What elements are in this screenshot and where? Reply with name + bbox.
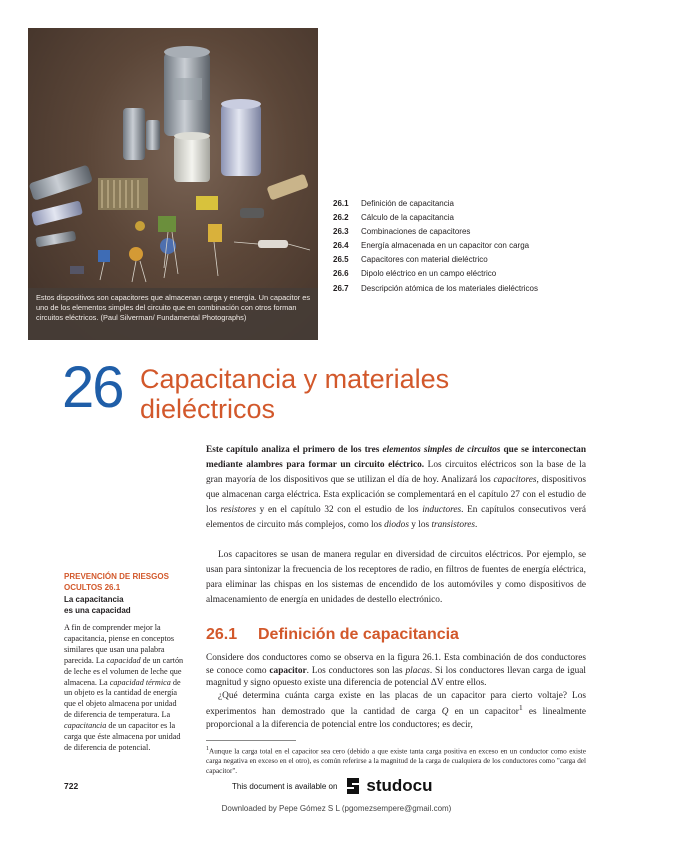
contents-item[interactable]: 26.1 Definición de capacitancia [333, 199, 454, 208]
chapter-title: Capacitancia y materiales dieléctricos [140, 364, 450, 424]
sidebar-text: A fin de comprender mejor la capacitancia, piense en conceptos similares que usan una palabra parecida. La capacidad de un cartón de leche es el volumen de leche que almacena. La capacidad térmica de un objeto es la cantidad de energía que el objeto almacena por unidad de diferencia de temperatura. La capacitancia de un capacitor es la carga que éste almacena por unidad de diferencia de potencial. [64, 623, 184, 752]
studocu-logo[interactable]: studocu [343, 776, 432, 796]
intro-paragraph: Este capítulo analiza el primero de los tres elementos simples de circuitos que se interconectan mediante alambres para formar un circuito eléctrico. Los circuitos eléctricos son la base de la gran mayoría de los dispositivos que se utilizan el día de hoy. Analizará los capacitores, dispositivos que almacenan carga eléctrica. Esta explicación se complementará en el capítulo 27 con el estudio de los resistores y en el capítulo 32 con el estudio de los inductores. En capítulos consecutivos verá elementos de circuito más complejos, como los diodos y los transistores. [206, 445, 587, 530]
sidebar-subheading: La capacitancia es una capacidad [64, 595, 131, 615]
contents-item[interactable]: 26.4 Energía almacenada en un capacitor con carga [333, 241, 530, 251]
chapter-number: 26 [62, 355, 123, 420]
studocu-banner[interactable] [232, 776, 433, 796]
chapter-photo [28, 28, 318, 340]
sidebar-heading: PREVENCIÓN DE RIESGOS OCULTOS 26.1 [64, 572, 169, 592]
contents-item[interactable]: 26.2 Cálculo de la capacitancia [333, 213, 454, 223]
second-paragraph: Los capacitores se usan de manera regular en diversidad de circuitos eléctricos. Por ejemplo, se usan para sintonizar la frecuencia de los receptores de radio, en filtros de fuentes de energía eléctrica, para eliminar las chispas en los sistemas de encendido de los automóviles y como dispositivos de almacenamiento de energía en unidades de destello electrónico. [206, 550, 586, 605]
section-paragraph-1: Considere dos conductores como se observa en la figura 26.1. Esta combinación de dos conductores se conoce como capacitor. Los conductores son las placas. Si los conductores llevan carga de igual magnitud y signo opuesto existe una diferencia de potencial ΔV entre ellos. [206, 653, 586, 689]
section-paragraph-2: ¿Qué determina cuánta carga existe en las placas de un capacitor para cierto voltaje? Los experimentos han demostrado que la cantidad de carga Q en un capacitor$^1$ es linealmente proporcional a la diferencia de potencial entre los conductores; es decir, [206, 690, 586, 731]
section-text [206, 652, 586, 732]
intro-lead: Este capítulo analiza el primero de los tres elementos simples de circuitos que se interconectan mediante alambres para formar un circuito eléctrico. [206, 445, 586, 470]
download-notice: Downloaded by Pepe Gómez S L (pgomezsempere@gmail.com) [221, 804, 452, 813]
contents-item[interactable]: 26.6 Dipolo eléctrico en un campo eléctrico [333, 269, 497, 279]
contents-item[interactable]: 26.7 Descripción atómica de los materiales dieléctricos [333, 283, 538, 293]
chapter-contents [333, 197, 653, 296]
footnote: $^1$Aunque la carga total en el capacitor sea cero (debido a que existe tanta carga positiva en exceso en un conductor como existe carga negativa en exceso en el otro), es común referirse a la magnitud de la carga de cualquiera de los conductores como "carga del capacitor". [206, 746, 586, 776]
studocu-s-icon [343, 776, 363, 796]
section-heading: 26.1 Definición de capacitancia [206, 626, 459, 643]
contents-item[interactable]: 26.5 Capacitores con material dieléctrico [333, 255, 488, 265]
page-number: 722 [64, 781, 79, 791]
available-text: This document is available on [232, 781, 338, 791]
footnote-rule [206, 740, 296, 741]
contents-item[interactable]: 26.3 Combinaciones de capacitores [333, 227, 471, 237]
photo-caption: Estos dispositivos son capacitores que almacenan carga y energía. Un capacitor es uno de los elementos simples del circuito que en combinación con otros forman circuitos eléctricos. (Paul Silverman/ Fundamental Photographs) [28, 288, 318, 340]
